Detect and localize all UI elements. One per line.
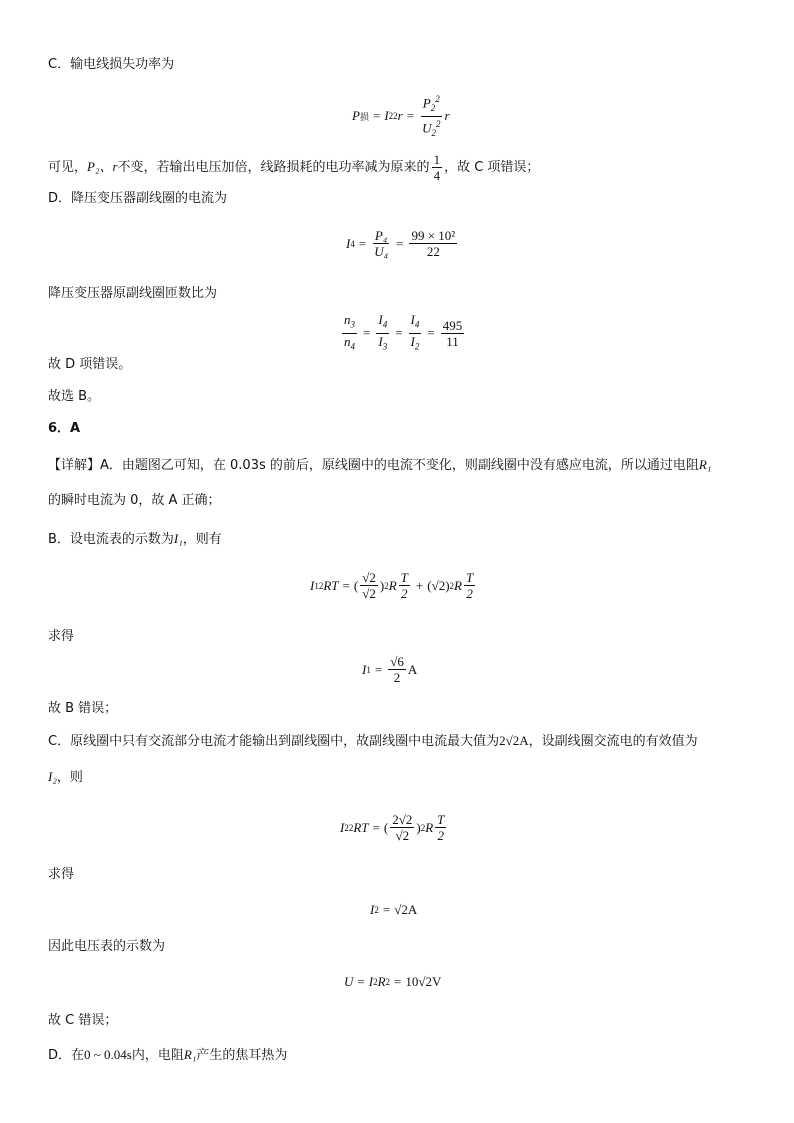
loss-subscript: 损	[359, 111, 369, 122]
question-6-answer: 6．A	[48, 421, 81, 436]
loss-power-symbol: P	[352, 108, 360, 124]
turns-ratio-equation: $\frac{n_3}{n_4}$ = $\frac{I_4}{I_3}$ = $\frac{I_4}{I_2}$ = $\frac{495}{11}$	[344, 312, 463, 352]
b-heat-equation: I 1 2 RT = ( $\frac{√2}{√2}$ ) 2 R $\frac{T}{2}$ + ( √2 ) 2 R $\frac{T}{2}$	[310, 570, 474, 601]
c2-option-wrong: 故 C 错误；	[48, 1013, 118, 1028]
choose-b: 故选 B。	[48, 389, 101, 404]
turns-ratio-intro: 降压变压器原副线圈匝数比为	[48, 286, 218, 301]
b-option-wrong: 故 B 错误；	[48, 701, 118, 716]
d-option-wrong: 故 D 项错误。	[48, 357, 132, 372]
b-option-intro: B．设电流表的示数为I₁，则有	[48, 531, 222, 547]
detail-a-line-2: 的瞬时电流为 0，故 A 正确；	[48, 493, 221, 508]
c2-line-2: I₂，则	[48, 769, 83, 785]
i2-result: I 2 = √2A	[370, 902, 418, 917]
d2-option-intro: D．在0 ~ 0.04s内，电阻R₁产生的焦耳热为	[48, 1047, 288, 1063]
loss-power-equation: P 损 = I 2 2 r = $\frac{P_2^2}{U_2^2}$ r	[352, 94, 450, 138]
c-option-explanation: 可见，P₂、r不变，若输出电压加倍，线路损耗的电功率减为原来的 $\frac{1}{4}$ ，故 C 项错误；	[48, 152, 540, 183]
i4-equation: I 4 = $\frac{\text{P₄}}{\text{U₄}}$ = $\frac{\text{99 × 10²}}{22}$	[346, 228, 456, 259]
find-2: 求得	[48, 867, 75, 882]
c-heat-equation: I 2 2 RT = ( $\frac{2√2}{√2}$ ) 2 R $\frac{T}{2}$	[340, 812, 445, 843]
voltmeter-intro: 因此电压表的示数为	[48, 939, 166, 954]
d-option-intro: D．降压变压器副线圈的电流为	[48, 191, 228, 206]
c-option-intro: C．输电线损失功率为	[48, 57, 175, 72]
c2-line-1: C．原线圈中只有交流部分电流才能输出到副线圈中，故副线圈中电流最大值为2√2A，设副线圈交流电的有效值为	[48, 733, 698, 749]
voltage-result: U = I 2 R 2 = 10√2V	[344, 974, 442, 989]
find-1: 求得	[48, 629, 75, 644]
i1-result: I 1 = $\frac{√6}{2}$ A	[362, 654, 418, 685]
detail-a-line-1: 【详解】A．由题图乙可知，在 0.03s 的前后，原线圈中的电流不变化，则副线圈中没有感应电流，所以通过电阻R₁	[48, 457, 712, 473]
